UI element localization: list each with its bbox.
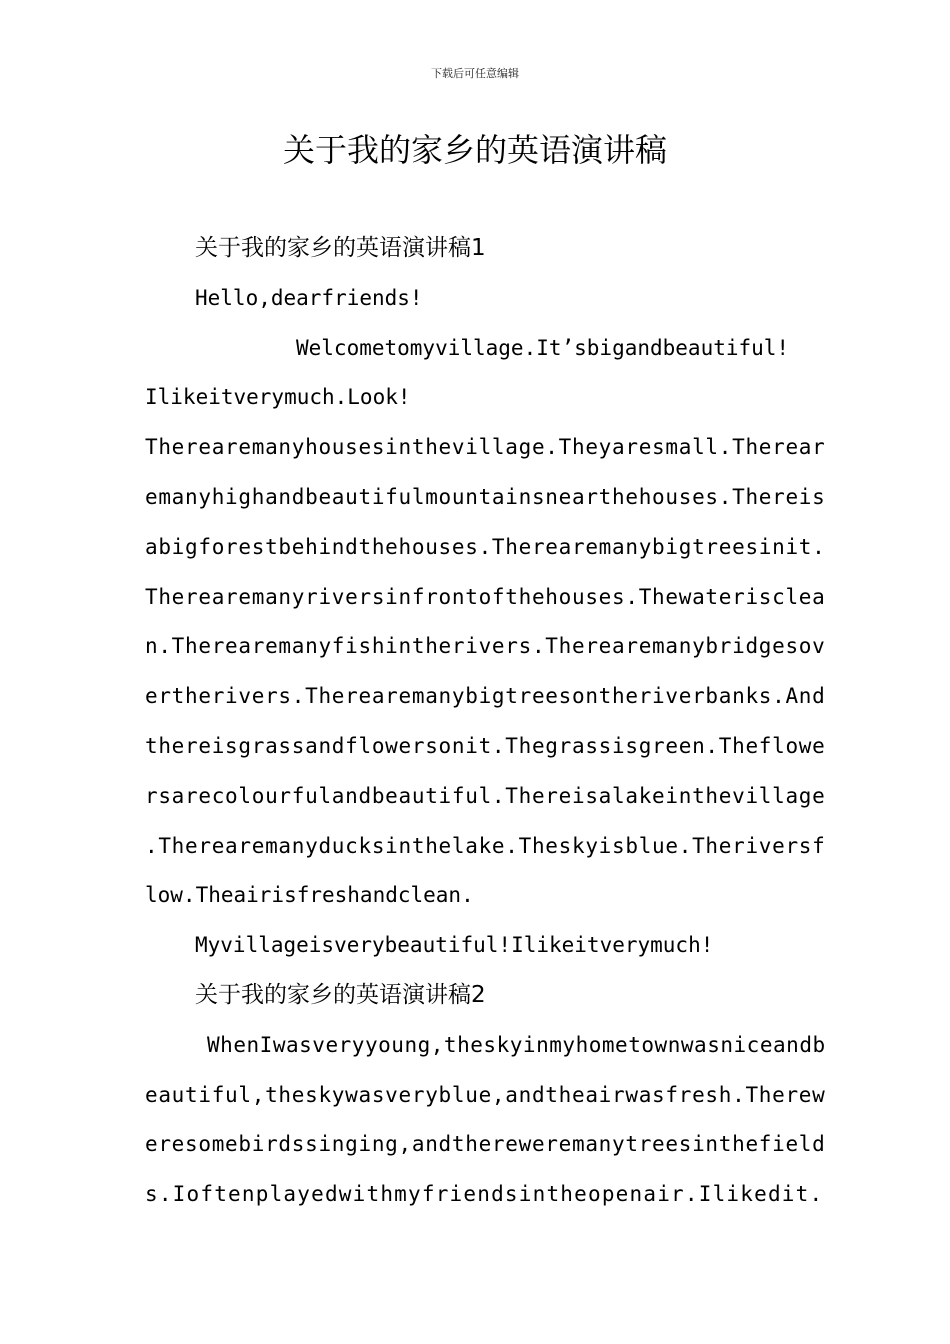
document-title: 关于我的家乡的英语演讲稿: [282, 131, 667, 169]
paragraph-line: low.Theairisfreshandclean.: [145, 883, 474, 908]
paragraph-line: Welcometomyvillage.It’sbigandbeautiful!: [296, 335, 790, 360]
paragraph-line: Ilikeitverymuch.Look!: [145, 385, 411, 410]
paragraph-line: abigforestbehindthehouses.Therearemanybigtreesinit.: [145, 534, 826, 559]
paragraph-line: s.Ioftenplayedwithmyfriendsintheopenair.Ilikedit.: [145, 1182, 824, 1207]
paragraph-line: eresomebirdssinging,andthereweremanytreesinthefield: [145, 1132, 826, 1157]
document-body: [145, 224, 825, 1220]
paragraph-line: Therearemanyhousesinthevillage.Theyaresmall.Therear: [145, 435, 826, 460]
paragraph-line: n.Therearemanyfishintherivers.Therearemanybridgesov: [145, 634, 826, 659]
paragraph-line: Therearemanyriversinfrontofthehouses.Thewaterisclea: [145, 584, 826, 609]
paragraph-line: Hello,dearfriends!: [195, 285, 423, 310]
paragraph-line: eautiful,theskywasveryblue,andtheairwasfresh.Therew: [145, 1082, 826, 1107]
section-heading-2: 关于我的家乡的英语演讲稿2: [195, 981, 486, 1008]
page-header-note: 下载后可任意编辑: [431, 67, 519, 80]
paragraph-line: emanyhighandbeautifulmountainsnearthehouses.Thereis: [145, 484, 826, 509]
section-heading-1: 关于我的家乡的英语演讲稿1: [195, 235, 486, 261]
paragraph-line: rsarecolourfulandbeautiful.Thereisalakeinthevillage: [145, 783, 826, 808]
paragraph-line: ertherivers.Therearemanybigtreesontheriverbanks.And: [145, 684, 826, 709]
paragraph-line: .Therearemanyducksinthelake.Theskyisblue.Theriversf: [145, 833, 826, 858]
paragraph-line: Myvillageisverybeautiful!Ilikeitverymuch!: [195, 933, 714, 958]
paragraph-line: WhenIwasveryyoung,theskyinmyhometownwasniceandb: [207, 1032, 826, 1057]
paragraph-line: thereisgrassandflowersonit.Thegrassisgreen.Theflowe: [145, 733, 826, 758]
